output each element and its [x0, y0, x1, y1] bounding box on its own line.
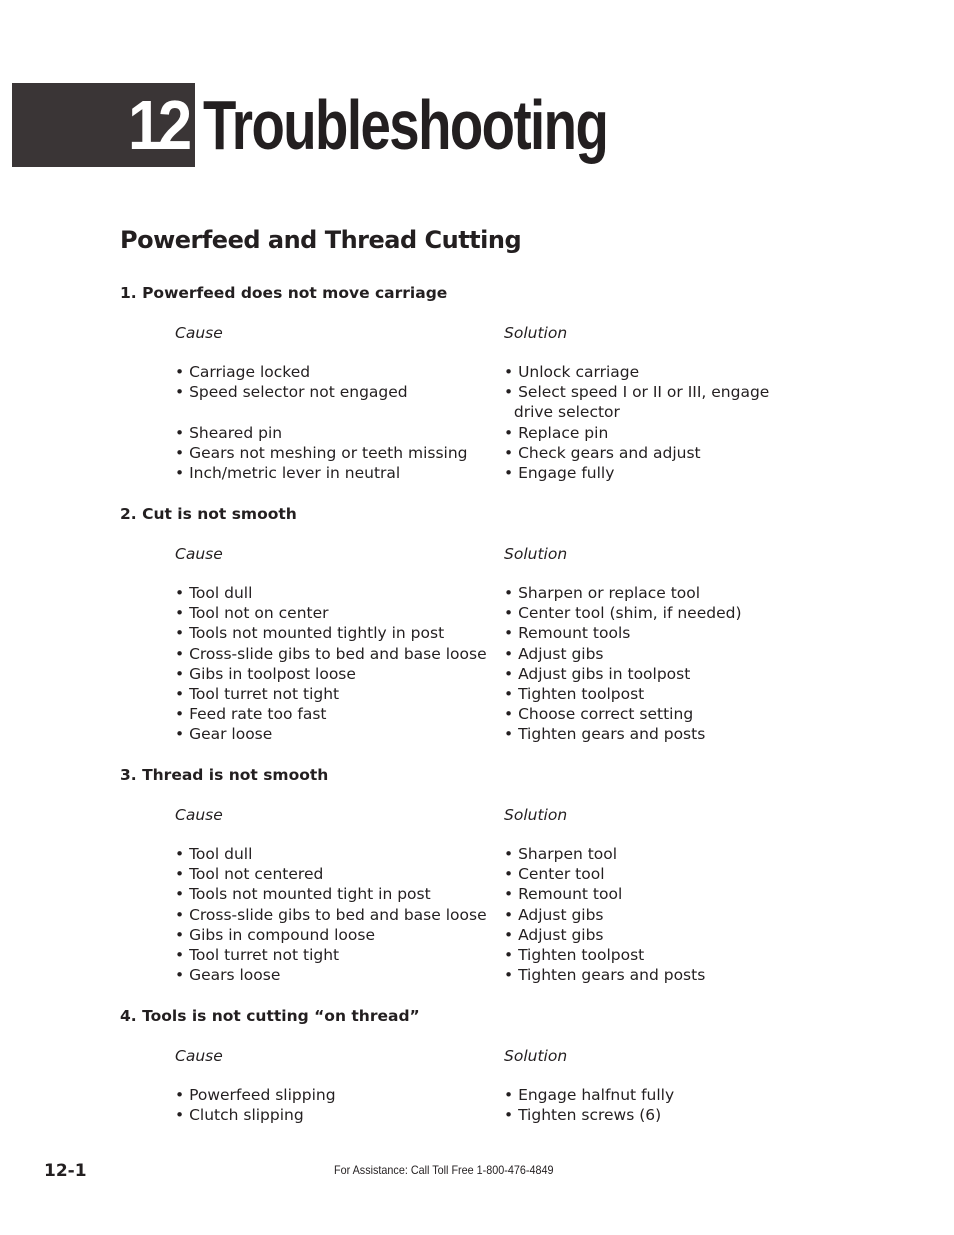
solution-item: • Adjust gibs in toolpost	[504, 664, 691, 683]
problem-heading: 2. Cut is not smooth	[120, 505, 297, 523]
solution-item: • Adjust gibs	[504, 644, 604, 663]
cause-item: • Gibs in toolpost loose	[175, 664, 356, 683]
solution-column-label: Solution	[504, 1047, 568, 1065]
solution-item: • Choose correct setting	[504, 705, 694, 724]
cause-item: • Clutch slipping	[175, 1106, 304, 1125]
cause-column-label: Cause	[175, 806, 223, 824]
cause-item: • Cross-slide gibs to bed and base loose	[175, 644, 487, 663]
cause-item: • Gibs in compound loose	[175, 925, 376, 944]
solution-item: • Adjust gibs	[504, 905, 604, 924]
assistance-note: For Assistance: Call Toll Free 1-800-476-4849	[334, 1163, 554, 1177]
solution-item: • Select speed I or II or III, engage	[504, 383, 770, 402]
solution-item: • Tighten screws (6)	[504, 1106, 662, 1125]
solution-item: • Tighten toolpost	[504, 946, 645, 964]
solution-item: • Adjust gibs	[504, 925, 604, 944]
page-number: 12-1	[44, 1161, 87, 1181]
cause-column-label: Cause	[175, 545, 223, 563]
cause-item: • Tool dull	[175, 845, 253, 863]
cause-item: • Tool not on center	[175, 604, 329, 623]
cause-item: • Tool turret not tight	[175, 946, 340, 964]
solution-item: • Replace pin	[504, 423, 609, 442]
solution-item: • Sharpen or replace tool	[504, 584, 701, 602]
cause-item: • Feed rate too fast	[175, 705, 327, 724]
solution-item: drive selector	[504, 403, 620, 422]
solution-item: • Remount tools	[504, 624, 631, 643]
cause-item: • Tool dull	[175, 584, 253, 602]
cause-item: • Inch/metric lever in neutral	[175, 464, 401, 482]
cause-column-label: Cause	[175, 1047, 223, 1065]
cause-item: • Tools not mounted tightly in post	[175, 624, 445, 643]
solution-item: • Tighten toolpost	[504, 685, 645, 703]
solution-item: • Unlock carriage	[504, 363, 640, 381]
cause-item: • Carriage locked	[175, 363, 311, 381]
problem-heading: 1. Powerfeed does not move carriage	[120, 284, 448, 302]
cause-item: • Gear loose	[175, 725, 273, 744]
cause-item: • Speed selector not engaged	[175, 383, 408, 402]
problem-heading: 4. Tools is not cutting “on thread”	[120, 1007, 420, 1025]
solution-column-label: Solution	[504, 545, 568, 563]
solution-item: • Remount tool	[504, 885, 623, 904]
solution-item: • Center tool (shim, if needed)	[504, 604, 742, 623]
cause-item: • Tool not centered	[175, 865, 324, 884]
problem-heading: 3. Thread is not smooth	[120, 766, 329, 784]
cause-item: • Tool turret not tight	[175, 685, 340, 703]
solution-column-label: Solution	[504, 324, 568, 342]
cause-item: • Gears loose	[175, 966, 281, 985]
cause-item: • Tools not mounted tight in post	[175, 885, 431, 904]
cause-column-label: Cause	[175, 324, 223, 342]
solution-item: • Engage fully	[504, 464, 615, 482]
solution-item: • Sharpen tool	[504, 845, 618, 863]
solution-item: • Center tool	[504, 865, 605, 884]
cause-item: • Powerfeed slipping	[175, 1086, 336, 1104]
solution-item: • Tighten gears and posts	[504, 966, 706, 985]
cause-item: • Gears not meshing or teeth missing	[175, 443, 468, 462]
solution-item: • Check gears and adjust	[504, 443, 701, 462]
solution-column-label: Solution	[504, 806, 568, 824]
chapter-number: 12	[128, 86, 188, 164]
section-title: Powerfeed and Thread Cutting	[120, 226, 522, 254]
cause-item: • Cross-slide gibs to bed and base loose	[175, 905, 487, 924]
solution-item: • Engage halfnut fully	[504, 1086, 675, 1104]
cause-item: • Sheared pin	[175, 423, 283, 442]
chapter-title: Troubleshooting	[203, 86, 608, 164]
solution-item: • Tighten gears and posts	[504, 725, 706, 744]
